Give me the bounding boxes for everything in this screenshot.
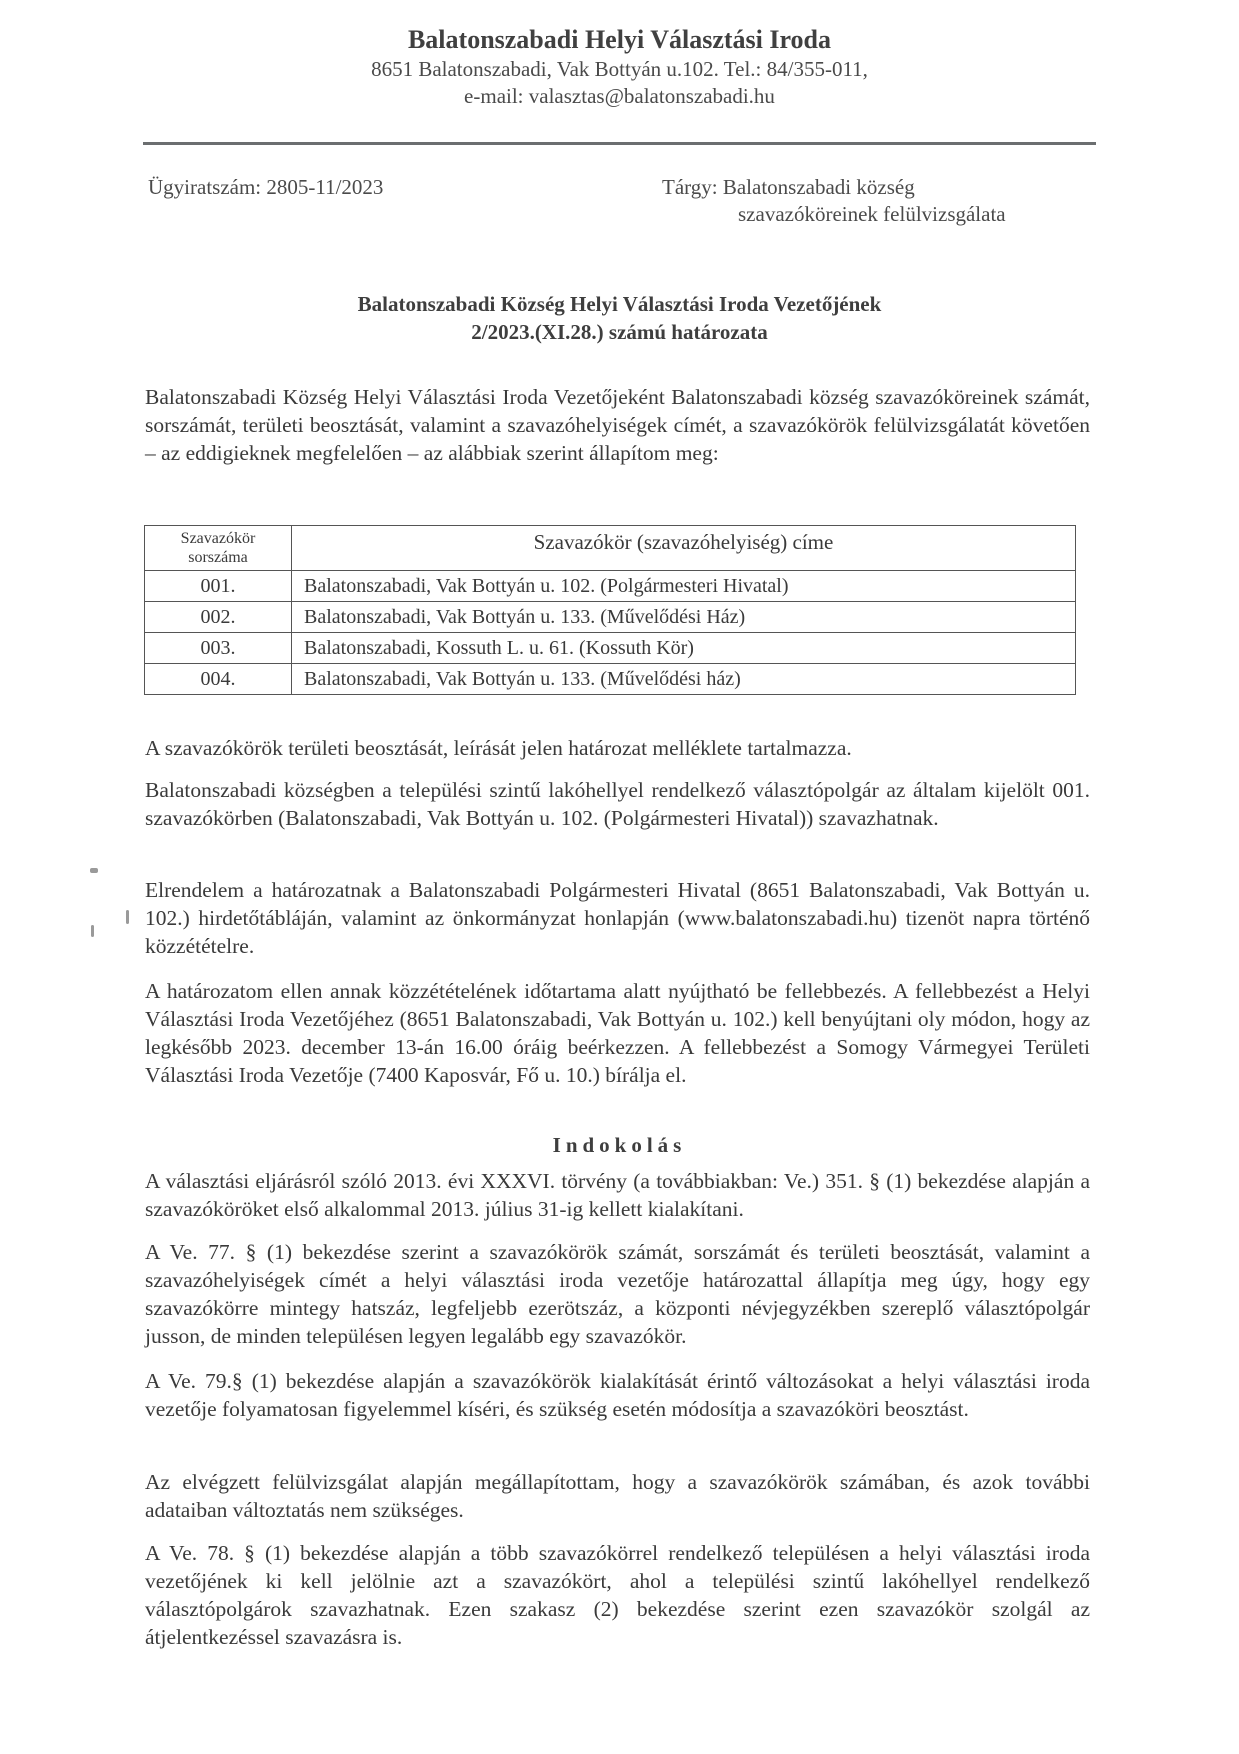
table-row [145, 633, 1076, 664]
precinct-number: 003. [145, 633, 292, 664]
scan-artifact [91, 925, 94, 937]
table-row [145, 571, 1076, 602]
table-row [145, 664, 1076, 695]
precinct-number: 001. [145, 571, 292, 602]
subject-line-2: szavazóköreinek felülvizsgálata [738, 202, 1006, 226]
precinct-number: 002. [145, 602, 292, 633]
paragraph-annex: A szavazókörök területi beosztását, leírását jelen határozat melléklete tartalmazza. [145, 736, 852, 760]
document-title [0, 290, 1239, 346]
paragraph-appeal: A határozatom ellen annak közzétételének időtartama alatt nyújtható be fellebbezés. A fellebbezést a Helyi Választási Iroda Vezetőjéhez (8651 Balatonszabadi, Vak Bottyán u. 102.) kell benyújtani oly módon, hogy az legkésőbb 2023. december 13-án 16.00 óráig beérkezzen. A fellebbezést a Somogy Vármegyei Területi Választási Iroda Vezetője (7400 Kaposvár, Fő u. 10.) bírálja el. [145, 979, 1090, 1087]
paragraph-publication: Elrendelem a határozatnak a Balatonszabadi Polgármesteri Hivatal (8651 Balatonszabadi, Vak Bottyán u. 102.) hirdetőtábláján, valamint az önkormányzat honlapján (www.balatonszabadi.hu) tizenöt napra történő közzétételre. [145, 878, 1090, 958]
paragraph-designated-precinct: Balatonszabadi községben a települési szintű lakóhellyel rendelkező választópolgár az általam kijelölt 001. szavazókörben (Balatonszabadi, Vak Bottyán u. 102. (Polgármesteri Hivatal)) szavazhatnak. [145, 778, 1090, 830]
table-row [145, 602, 1076, 633]
precinct-table [144, 525, 1076, 695]
subject-line-1: Tárgy: Balatonszabadi község [662, 175, 915, 199]
precinct-address: Balatonszabadi, Vak Bottyán u. 133. (Művelődési ház) [292, 664, 1076, 695]
office-address: 8651 Balatonszabadi, Vak Bottyán u.102. Tel.: 84/355-011, [371, 57, 868, 81]
justification-paragraph: A Ve. 77. § (1) bekezdése szerint a szavazókörök számát, sorszámát és területi beosztását, valamint a szavazóhelyiségek címét a helyi választási iroda vezetője határozattal állapítja meg úgy, hogy egy szavazókörre mintegy hatszáz, legfeljebb ezerötszáz, a központi névjegyzékben szereplő választópolgár jusson, de minden településen legyen legalább egy szavazókör. [145, 1240, 1090, 1348]
intro-paragraph: Balatonszabadi Község Helyi Választási Iroda Vezetőjeként Balatonszabadi község szavazóköreinek számát, sorszámát, területi beosztását, valamint a szavazóhelyiségek címét, a szavazókörök felülvizsgálatát követően – az eddigieknek megfelelően – az alábbiak szerint állapítom meg: [145, 385, 1090, 465]
scan-artifact [90, 868, 98, 873]
letterhead [0, 24, 1239, 110]
title-line-1: Balatonszabadi Község Helyi Választási Iroda Vezetőjének [357, 292, 882, 316]
precinct-address: Balatonszabadi, Vak Bottyán u. 133. (Művelődési Ház) [292, 602, 1076, 633]
title-line-2: 2/2023.(XI.28.) számú határozata [471, 320, 768, 344]
precinct-address: Balatonszabadi, Vak Bottyán u. 102. (Polgármesteri Hivatal) [292, 571, 1076, 602]
office-email: e-mail: valasztas@balatonszabadi.hu [464, 84, 775, 108]
case-number: Ügyiratszám: 2805-11/2023 [148, 175, 384, 199]
header-precinct-address: Szavazókör (szavazóhelyiség) címe [292, 526, 1076, 571]
header-divider [143, 142, 1096, 145]
office-name: Balatonszabadi Helyi Választási Iroda [407, 25, 832, 54]
subject [662, 174, 1006, 228]
precinct-number: 004. [145, 664, 292, 695]
justification-paragraph: A Ve. 79.§ (1) bekezdése alapján a szavazókörök kialakítását érintő változásokat a helyi választási iroda vezetője folyamatosan figyelemmel kíséri, és szükség esetén módosítja a szavazóköri beosztást. [145, 1369, 1090, 1421]
justification-heading: Indokolás [552, 1133, 687, 1157]
justification-paragraph: A Ve. 78. § (1) bekezdése alapján a több szavazókörrel rendelkező településen a helyi választási iroda vezetőjének ki kell jelölnie azt a szavazókört, ahol a települési szintű lakóhellyel rendelkező választópolgárok szavazhatnak. Ezen szakasz (2) bekezdése szerint ezen szavazókör szolgál az átjelentkezéssel szavazásra is. [145, 1541, 1090, 1649]
justification-paragraph: Az elvégzett felülvizsgálat alapján megállapítottam, hogy a szavazókörök számában, és azok további adataiban változtatás nem szükséges. [145, 1470, 1090, 1522]
precinct-address: Balatonszabadi, Kossuth L. u. 61. (Kossuth Kör) [292, 633, 1076, 664]
table-header-row [145, 526, 1076, 571]
scan-artifact [126, 910, 129, 924]
justification-paragraph: A választási eljárásról szóló 2013. évi XXXVI. törvény (a továbbiakban: Ve.) 351. § (1) bekezdése alapján a szavazóköröket első alkalommal 2013. július 31-ig kellett kialakítani. [145, 1169, 1090, 1221]
header-precinct-number: Szavazókör sorszáma [145, 526, 292, 571]
